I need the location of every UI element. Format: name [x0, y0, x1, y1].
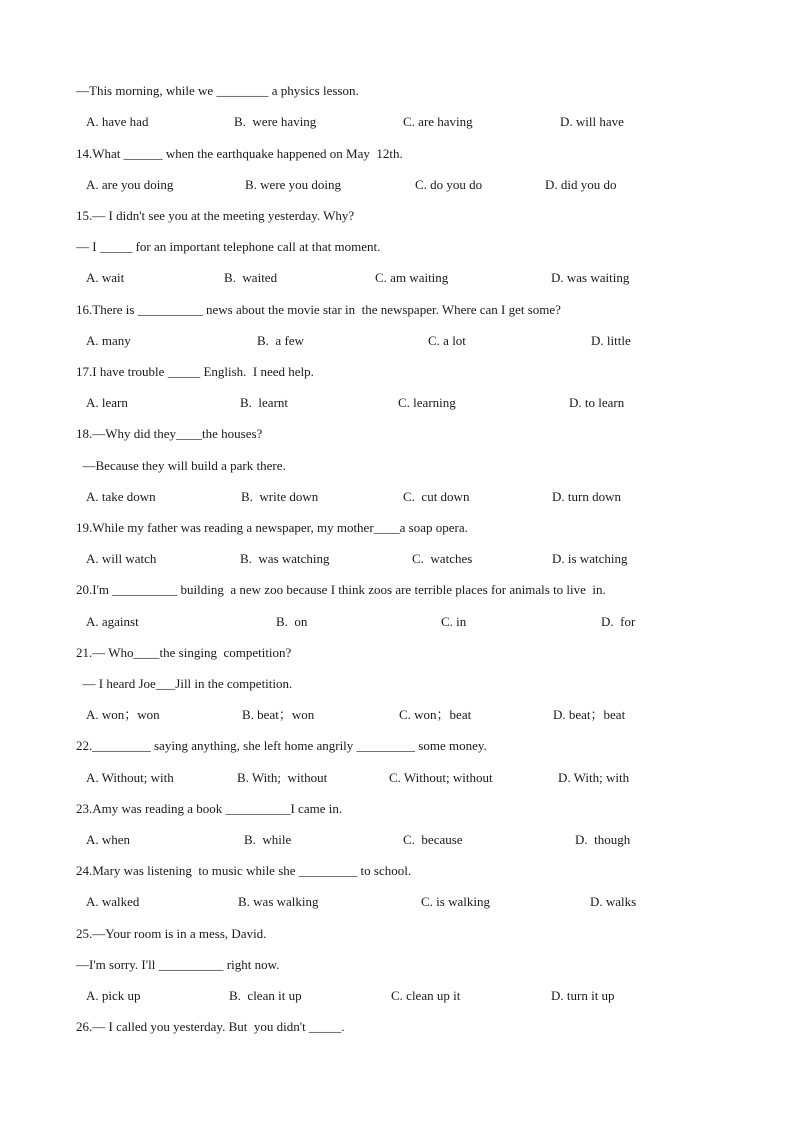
- option-a: A. have had: [86, 114, 149, 129]
- option-d: D. to learn: [569, 395, 625, 410]
- option-b: B. clean it up: [229, 988, 302, 1003]
- option-a: A. many: [86, 333, 131, 348]
- question-stem: 17.I have trouble _____ English. I need help.: [76, 364, 314, 379]
- option-b: B. while: [244, 832, 292, 847]
- option-a: A. Without; with: [86, 770, 174, 785]
- option-b: B. learnt: [240, 395, 289, 410]
- option-c: C. cut down: [403, 489, 470, 504]
- option-d: D. for: [601, 614, 636, 629]
- option-d: D. did you do: [545, 177, 617, 192]
- question-stem: 21.— Who____the singing competition?: [76, 645, 292, 660]
- option-b: B. were you doing: [245, 177, 342, 192]
- question-stem: 16.There is __________ news about the movie star in the newspaper. Where can I get some?: [76, 302, 561, 317]
- option-c: C. in: [441, 614, 467, 629]
- option-c: C. is walking: [421, 894, 490, 909]
- option-d: D. turn it up: [551, 988, 615, 1003]
- option-d: D. was waiting: [551, 270, 630, 285]
- option-b: B. With; without: [237, 770, 328, 785]
- option-a: A. walked: [86, 894, 140, 909]
- question-stem: 22._________ saying anything, she left home angrily _________ some money.: [76, 738, 487, 753]
- option-b: B. waited: [224, 270, 278, 285]
- option-b: B. a few: [257, 333, 304, 348]
- option-d: D. turn down: [552, 489, 621, 504]
- option-c: C. won；beat: [399, 707, 472, 722]
- question-stem-line2: —Because they will build a park there.: [76, 458, 286, 473]
- option-c: C. Without; without: [389, 770, 493, 785]
- option-c: C. a lot: [428, 333, 466, 348]
- question-stem: 26.— I called you yesterday. But you didn't _____.: [76, 1019, 345, 1034]
- option-a: A. against: [86, 614, 139, 629]
- option-c: C. are having: [403, 114, 473, 129]
- option-d: D. though: [575, 832, 631, 847]
- option-a: A. wait: [86, 270, 125, 285]
- question-stem: 14.What ______ when the earthquake happened on May 12th.: [76, 146, 403, 161]
- option-b: B. on: [276, 614, 308, 629]
- question-stem: 25.—Your room is in a mess, David.: [76, 926, 267, 941]
- question-stem: —This morning, while we ________ a physics lesson.: [76, 83, 359, 98]
- option-c: C. because: [403, 832, 463, 847]
- question-stem-line2: —I'm sorry. I'll __________ right now.: [76, 957, 280, 972]
- option-b: B. were having: [234, 114, 317, 129]
- question-stem: 19.While my father was reading a newspaper, my mother____a soap opera.: [76, 520, 468, 535]
- option-d: D. is watching: [552, 551, 628, 566]
- option-c: C. learning: [398, 395, 456, 410]
- question-stem-line2: — I heard Joe___Jill in the competition.: [76, 676, 293, 691]
- option-c: C. do you do: [415, 177, 483, 192]
- option-a: A. when: [86, 832, 131, 847]
- question-stem: 24.Mary was listening to music while she _________ to school.: [76, 863, 412, 878]
- option-a: A. are you doing: [86, 177, 174, 192]
- option-a: A. won；won: [86, 707, 160, 722]
- option-d: D. will have: [560, 114, 624, 129]
- option-c: C. am waiting: [375, 270, 449, 285]
- option-b: B. beat；won: [242, 707, 315, 722]
- option-d: D. With; with: [558, 770, 630, 785]
- option-c: C. watches: [412, 551, 473, 566]
- option-d: D. walks: [590, 894, 637, 909]
- question-stem: 23.Amy was reading a book __________I came in.: [76, 801, 343, 816]
- option-a: A. will watch: [86, 551, 157, 566]
- option-b: B. was walking: [238, 894, 319, 909]
- option-b: B. write down: [241, 489, 319, 504]
- option-c: C. clean up it: [391, 988, 461, 1003]
- option-b: B. was watching: [240, 551, 330, 566]
- question-stem: 18.—Why did they____the houses?: [76, 426, 263, 441]
- option-d: D. little: [591, 333, 631, 348]
- option-a: A. pick up: [86, 988, 141, 1003]
- question-stem: 20.I'm __________ building a new zoo because I think zoos are terrible places for animals to live in.: [76, 582, 606, 597]
- question-stem: 15.— I didn't see you at the meeting yesterday. Why?: [76, 208, 355, 223]
- question-stem-line2: — I _____ for an important telephone call at that moment.: [76, 239, 381, 254]
- option-a: A. take down: [86, 489, 156, 504]
- option-a: A. learn: [86, 395, 128, 410]
- option-d: D. beat；beat: [553, 707, 626, 722]
